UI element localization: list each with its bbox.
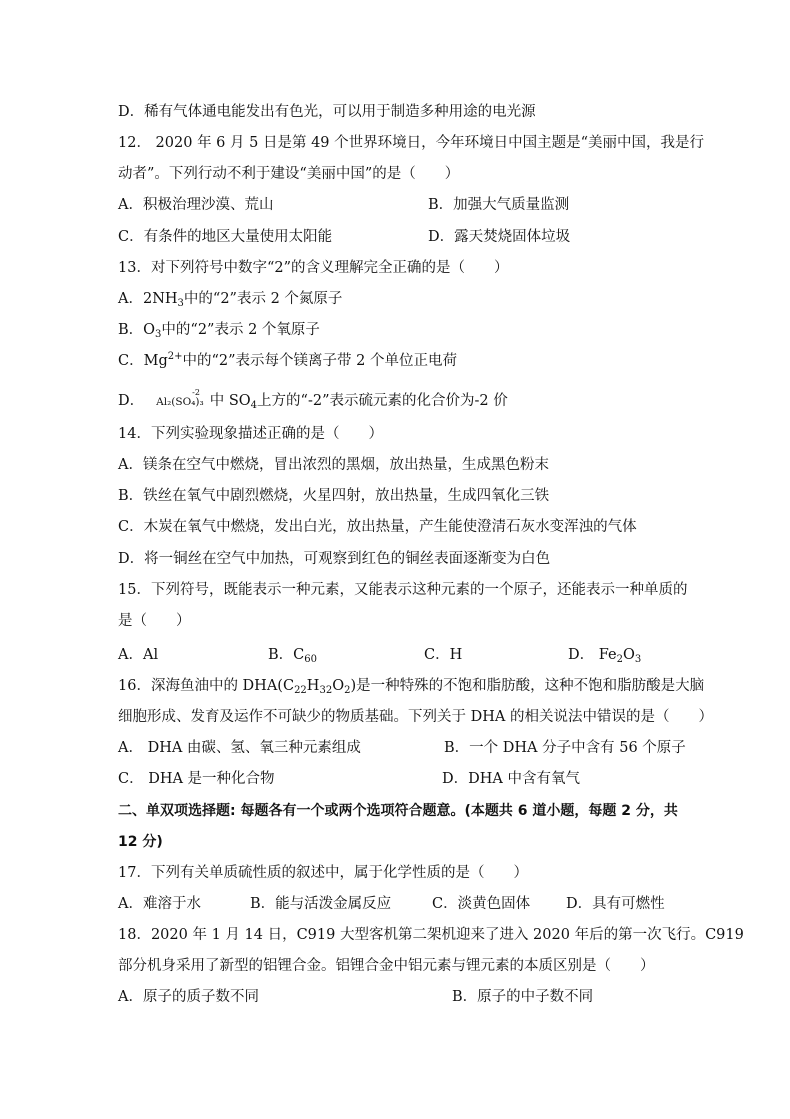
- section2-heading-line2: 12 分): [118, 834, 163, 850]
- q12-option-d: D．露天焚烧固体垃圾: [428, 229, 571, 245]
- q17-option-b: B．能与活泼金属反应: [250, 896, 392, 912]
- q17-option-a: A．难溶于水: [118, 896, 201, 912]
- q18-stem-line2: 部分机身采用了新型的铝锂合金。铝锂合金中铝元素与锂元素的本质区别是（ ）: [118, 958, 655, 974]
- q12-option-c: C．有条件的地区大量使用太阳能: [118, 229, 333, 245]
- q17-option-c: C．淡黄色固体: [432, 896, 531, 912]
- q13-option-c: C．$Mg^{2+}$中的“2”表示每个镁离子带 2 个单位正电荷: [118, 351, 457, 369]
- q15-option-c: C．H: [424, 647, 463, 663]
- q12-stem-line1: 12． 2020 年 6 月 5 日是第 49 个世界环境日，今年环境日中国主题是“美丽中国，我是行: [118, 135, 705, 151]
- q16-option-a: A． DHA 由碳、氢、氧三种元素组成: [118, 740, 361, 756]
- q15-option-b: B．$C_{60}$: [268, 647, 317, 665]
- q14-option-b: B．铁丝在氧气中剧烈燃烧，火星四射，放出热量，生成四氧化三铁: [118, 488, 550, 504]
- q15-stem-line2: 是（ ）: [118, 613, 191, 629]
- q16-stem-line1: 16．深海鱼油中的 $DHA(C_{22}H_{32}O_2)$是一种特殊的不饱和脂肪酸，这种不饱和脂肪酸是大脑: [118, 678, 705, 696]
- q18-option-a: A．原子的质子数不同: [118, 989, 259, 1005]
- q11-option-d: D．稀有气体通电能发出有色光，可以用于制造多种用途的电光源: [118, 104, 536, 120]
- q15-option-a: A．Al: [118, 647, 159, 663]
- section2-heading-line1: 二、单双项选择题: 每题各有一个或两个选项符合题意。(本题共 6 道小题，每题 2 分，共: [118, 803, 678, 819]
- q13-option-b: B．$O_3$中的“2”表示 2 个氧原子: [118, 322, 320, 340]
- q14-option-a: A．镁条在空气中燃烧，冒出浓烈的黑烟，放出热量，生成黑色粉末: [118, 457, 549, 473]
- q13-option-a: A．$2NH_3$中的“2”表示 2 个氮原子: [118, 291, 343, 309]
- q18-option-b: B．原子的中子数不同: [452, 989, 594, 1005]
- q17-option-d: D．具有可燃性: [566, 896, 665, 912]
- q16-stem-line2: 细胞形成、发育及运作不可缺少的物质基础。下列关于 DHA 的相关说法中错误的是（ ）: [118, 709, 713, 725]
- q12-stem-line2: 动者”。下列行动不利于建设“美丽中国”的是（ ）: [118, 166, 460, 182]
- q14-stem: 14．下列实验现象描述正确的是（ ）: [118, 426, 383, 442]
- q14-option-c: C．木炭在氧气中燃烧，发出白光，放出热量，产生能使澄清石灰水变浑浊的气体: [118, 519, 637, 535]
- q18-stem-line1: 18．2020 年 1 月 14 日，C919 大型客机第二架机迎来了进入 2020 年后的第一次飞行。C919: [118, 927, 744, 943]
- q16-option-d: D．DHA 中含有氧气: [442, 771, 580, 787]
- q15-stem-line1: 15．下列符号，既能表示一种元素，又能表示这种元素的一个原子，还能表示一种单质的: [118, 582, 688, 598]
- aluminium-sulfate-formula: -2 Al₂(SO₄)₃: [156, 388, 204, 408]
- q16-option-c: C． DHA 是一种化合物: [118, 771, 275, 787]
- q16-option-b: B．一个 DHA 分子中含有 56 个原子: [444, 740, 686, 756]
- q12-option-b: B．加强大气质量监测: [428, 197, 570, 213]
- q17-stem: 17．下列有关单质硫性质的叙述中，属于化学性质的是（ ）: [118, 865, 528, 881]
- q13-stem: 13．对下列符号中数字“2”的含义理解完全正确的是（ ）: [118, 260, 509, 276]
- q15-option-d: D． $Fe_2O_3$: [568, 647, 642, 665]
- q13-option-d: D． -2 Al₂(SO₄)₃ 中 $SO_4$上方的“-2”表示硫元素的化合价为-2 价: [118, 388, 508, 411]
- q12-option-a: A．积极治理沙漠、荒山: [118, 197, 274, 213]
- q14-option-d: D．将一铜丝在空气中加热，可观察到红色的铜丝表面逐渐变为白色: [118, 551, 551, 567]
